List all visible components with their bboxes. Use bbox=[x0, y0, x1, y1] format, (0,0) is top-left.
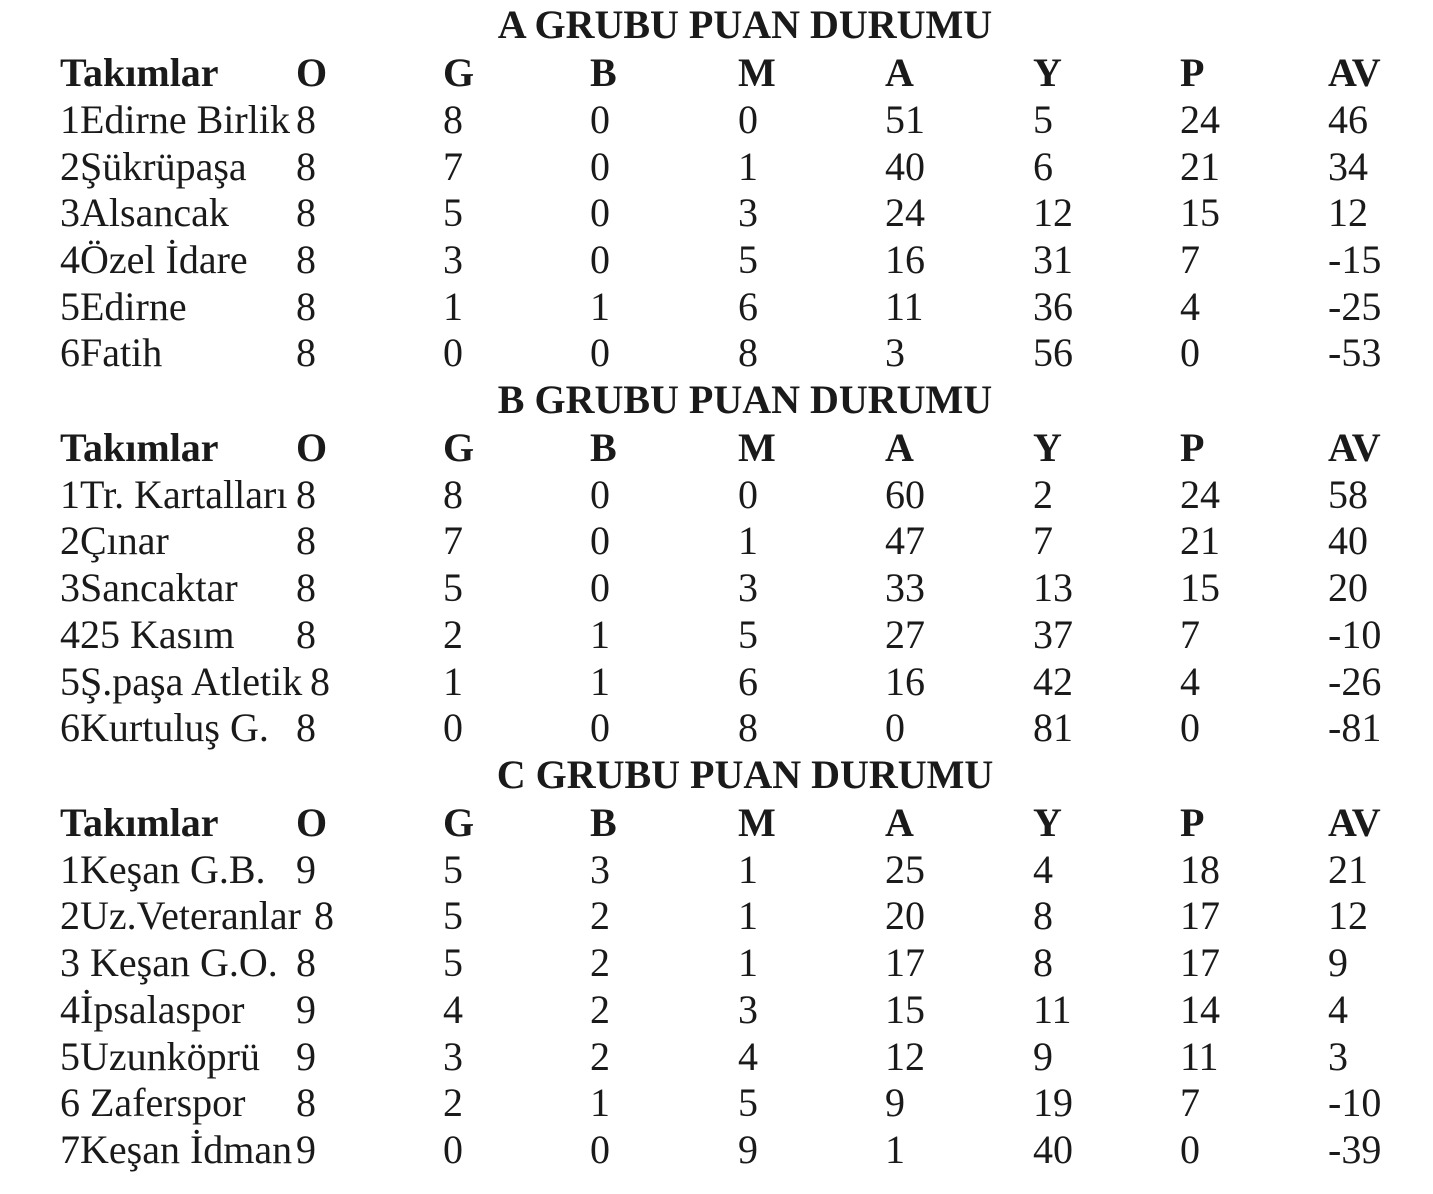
drawn: 0 bbox=[590, 237, 610, 282]
team-name: 25 Kasım bbox=[80, 612, 235, 657]
won: 5 bbox=[443, 893, 463, 938]
column-header-m: M bbox=[738, 50, 776, 95]
won: 5 bbox=[443, 940, 463, 985]
column-header-b: B bbox=[590, 50, 617, 95]
drawn: 1 bbox=[590, 612, 610, 657]
goals-for: 25 bbox=[885, 847, 925, 892]
column-header-o: O bbox=[296, 425, 328, 470]
team-cell bbox=[60, 565, 238, 611]
played: 9 bbox=[296, 987, 316, 1032]
played: 8 bbox=[296, 330, 316, 375]
won: 7 bbox=[443, 518, 463, 563]
goals-for: 24 bbox=[885, 190, 925, 235]
table-row bbox=[0, 1127, 1433, 1173]
points: 7 bbox=[1180, 612, 1200, 657]
table-row bbox=[0, 1034, 1433, 1080]
team-cell bbox=[60, 518, 169, 564]
goals-for: 15 bbox=[885, 987, 925, 1032]
column-header-o: O bbox=[296, 50, 328, 95]
goal-difference: 46 bbox=[1328, 97, 1368, 142]
goals-against: 2 bbox=[1033, 472, 1053, 517]
goals-for: 1 bbox=[885, 1127, 905, 1172]
table-row bbox=[0, 284, 1433, 330]
goals-against: 7 bbox=[1033, 518, 1053, 563]
lost: 5 bbox=[738, 1080, 758, 1125]
table-row bbox=[0, 659, 1433, 705]
played: 8 bbox=[296, 940, 316, 985]
table-row bbox=[0, 987, 1433, 1033]
column-header-g: G bbox=[443, 50, 475, 95]
team-name: Keşan İdman bbox=[80, 1127, 293, 1172]
goal-difference: -53 bbox=[1328, 330, 1382, 375]
table-row bbox=[0, 612, 1433, 658]
points: 17 bbox=[1180, 940, 1220, 985]
team-name: Uz.Veteranlar bbox=[80, 893, 301, 938]
team-name: Keşan G.O. bbox=[80, 940, 278, 985]
played: 8 bbox=[296, 472, 316, 517]
team-name: Keşan G.B. bbox=[80, 847, 266, 892]
drawn: 0 bbox=[590, 472, 610, 517]
goals-for: 12 bbox=[885, 1034, 925, 1079]
goal-difference: 21 bbox=[1328, 847, 1368, 892]
drawn: 0 bbox=[590, 1127, 610, 1172]
goals-against: 8 bbox=[1033, 940, 1053, 985]
won: 0 bbox=[443, 1127, 463, 1172]
column-header-y: Y bbox=[1033, 800, 1062, 845]
points: 15 bbox=[1180, 190, 1220, 235]
lost: 1 bbox=[738, 847, 758, 892]
rank: 2 bbox=[60, 893, 80, 938]
team-name: Tr. Kartalları bbox=[80, 472, 288, 517]
rank: 2 bbox=[60, 144, 80, 189]
goals-for: 47 bbox=[885, 518, 925, 563]
rank: 6 bbox=[60, 705, 80, 750]
team-cell bbox=[60, 1127, 292, 1173]
lost: 3 bbox=[738, 987, 758, 1032]
goal-difference: -39 bbox=[1328, 1127, 1382, 1172]
goal-difference: 12 bbox=[1328, 893, 1368, 938]
rank: 2 bbox=[60, 518, 80, 563]
points: 21 bbox=[1180, 144, 1220, 189]
goal-difference: 4 bbox=[1328, 987, 1348, 1032]
played: 8 bbox=[296, 565, 316, 610]
lost: 1 bbox=[738, 940, 758, 985]
table-row bbox=[0, 847, 1433, 893]
team-name: Kurtuluş G. bbox=[80, 705, 269, 750]
rank: 3 bbox=[60, 565, 80, 610]
won: 7 bbox=[443, 144, 463, 189]
goal-difference: 34 bbox=[1328, 144, 1368, 189]
points: 4 bbox=[1180, 284, 1200, 329]
goals-for: 9 bbox=[885, 1080, 905, 1125]
drawn: 0 bbox=[590, 518, 610, 563]
lost: 0 bbox=[738, 97, 758, 142]
won: 0 bbox=[443, 330, 463, 375]
column-header-b: B bbox=[590, 800, 617, 845]
goals-against: 12 bbox=[1033, 190, 1073, 235]
lost: 8 bbox=[738, 705, 758, 750]
lost: 6 bbox=[738, 284, 758, 329]
team-cell bbox=[60, 705, 269, 751]
played: 9 bbox=[296, 847, 316, 892]
drawn: 2 bbox=[590, 893, 610, 938]
goals-against: 19 bbox=[1033, 1080, 1073, 1125]
column-header-av: AV bbox=[1328, 425, 1381, 470]
team-cell bbox=[60, 237, 248, 283]
drawn: 2 bbox=[590, 1034, 610, 1079]
won: 3 bbox=[443, 237, 463, 282]
group-title: A GRUBU PUAN DURUMU bbox=[497, 2, 993, 47]
goal-difference: -10 bbox=[1328, 612, 1382, 657]
drawn: 0 bbox=[590, 190, 610, 235]
goals-against: 4 bbox=[1033, 847, 1053, 892]
team-cell bbox=[60, 330, 162, 376]
table-row bbox=[0, 144, 1433, 190]
team-name: Şükrüpaşa bbox=[80, 144, 247, 189]
points: 21 bbox=[1180, 518, 1220, 563]
lost: 8 bbox=[738, 330, 758, 375]
drawn: 0 bbox=[590, 97, 610, 142]
won: 5 bbox=[443, 190, 463, 235]
rank: 5 bbox=[60, 659, 80, 704]
table-row bbox=[0, 1080, 1433, 1126]
goal-difference: 12 bbox=[1328, 190, 1368, 235]
rank: 5 bbox=[60, 1034, 80, 1079]
goal-difference: 20 bbox=[1328, 565, 1368, 610]
drawn: 2 bbox=[590, 940, 610, 985]
drawn: 1 bbox=[590, 284, 610, 329]
played: 8 bbox=[296, 284, 316, 329]
points: 4 bbox=[1180, 659, 1200, 704]
lost: 1 bbox=[738, 518, 758, 563]
goals-against: 42 bbox=[1033, 659, 1073, 704]
goals-against: 81 bbox=[1033, 705, 1073, 750]
played: 8 bbox=[296, 705, 316, 750]
played: 8 bbox=[296, 190, 316, 235]
team-name: Uzunköprü bbox=[80, 1034, 260, 1079]
goals-for: 0 bbox=[885, 705, 905, 750]
rank: 4 bbox=[60, 987, 80, 1032]
goals-against: 9 bbox=[1033, 1034, 1053, 1079]
table-header-row bbox=[0, 800, 1433, 846]
column-header-team: Takımlar bbox=[60, 50, 219, 95]
rank: 1 bbox=[60, 97, 80, 142]
won: 5 bbox=[443, 565, 463, 610]
goals-for: 3 bbox=[885, 330, 905, 375]
goal-difference: 58 bbox=[1328, 472, 1368, 517]
drawn: 1 bbox=[590, 659, 610, 704]
lost: 5 bbox=[738, 237, 758, 282]
points: 7 bbox=[1180, 237, 1200, 282]
points: 17 bbox=[1180, 893, 1220, 938]
played: 8 bbox=[296, 97, 316, 142]
points: 14 bbox=[1180, 987, 1220, 1032]
won: 2 bbox=[443, 1080, 463, 1125]
table-row bbox=[0, 893, 1433, 939]
team-cell bbox=[60, 940, 278, 986]
played: 8 bbox=[314, 893, 334, 938]
column-header-a: A bbox=[885, 50, 914, 95]
table-row bbox=[0, 940, 1433, 986]
column-header-m: M bbox=[738, 425, 776, 470]
drawn: 0 bbox=[590, 565, 610, 610]
played: 8 bbox=[296, 237, 316, 282]
played: 8 bbox=[296, 1080, 316, 1125]
goals-for: 27 bbox=[885, 612, 925, 657]
points: 0 bbox=[1180, 705, 1200, 750]
team-name: Çınar bbox=[80, 518, 169, 563]
goals-for: 16 bbox=[885, 237, 925, 282]
rank: 6 bbox=[60, 1080, 80, 1125]
goal-difference: -10 bbox=[1328, 1080, 1382, 1125]
points: 18 bbox=[1180, 847, 1220, 892]
lost: 1 bbox=[738, 144, 758, 189]
points: 0 bbox=[1180, 330, 1200, 375]
team-cell bbox=[60, 612, 234, 658]
drawn: 0 bbox=[590, 330, 610, 375]
column-header-m: M bbox=[738, 800, 776, 845]
won: 8 bbox=[443, 472, 463, 517]
column-header-a: A bbox=[885, 425, 914, 470]
column-header-p: P bbox=[1180, 425, 1205, 470]
played: 9 bbox=[296, 1034, 316, 1079]
won: 8 bbox=[443, 97, 463, 142]
drawn: 3 bbox=[590, 847, 610, 892]
goals-for: 60 bbox=[885, 472, 925, 517]
table-row bbox=[0, 237, 1433, 283]
table-row bbox=[0, 565, 1433, 611]
column-header-g: G bbox=[443, 425, 475, 470]
column-header-p: P bbox=[1180, 50, 1205, 95]
team-cell bbox=[60, 659, 302, 705]
won: 1 bbox=[443, 284, 463, 329]
lost: 0 bbox=[738, 472, 758, 517]
column-header-o: O bbox=[296, 800, 328, 845]
goal-difference: -25 bbox=[1328, 284, 1382, 329]
points: 11 bbox=[1180, 1034, 1219, 1079]
goal-difference: 3 bbox=[1328, 1034, 1348, 1079]
won: 1 bbox=[443, 659, 463, 704]
team-name: Fatih bbox=[80, 330, 163, 375]
group-title: B GRUBU PUAN DURUMU bbox=[497, 377, 993, 422]
goals-for: 51 bbox=[885, 97, 925, 142]
goals-for: 17 bbox=[885, 940, 925, 985]
team-name: Zaferspor bbox=[80, 1080, 246, 1125]
rank: 1 bbox=[60, 472, 80, 517]
team-cell bbox=[60, 97, 290, 143]
rank: 5 bbox=[60, 284, 80, 329]
team-cell bbox=[60, 144, 247, 190]
goals-against: 13 bbox=[1033, 565, 1073, 610]
lost: 9 bbox=[738, 1127, 758, 1172]
team-name: Özel İdare bbox=[80, 237, 248, 282]
lost: 3 bbox=[738, 565, 758, 610]
goals-against: 6 bbox=[1033, 144, 1053, 189]
table-header-row bbox=[0, 425, 1433, 471]
column-header-p: P bbox=[1180, 800, 1205, 845]
played: 8 bbox=[296, 518, 316, 563]
rank: 4 bbox=[60, 612, 80, 657]
table-row bbox=[0, 705, 1433, 751]
goal-difference: -26 bbox=[1328, 659, 1382, 704]
team-cell bbox=[60, 893, 301, 939]
team-name: İpsalaspor bbox=[80, 987, 245, 1032]
column-header-av: AV bbox=[1328, 50, 1381, 95]
table-row bbox=[0, 518, 1433, 564]
goals-for: 33 bbox=[885, 565, 925, 610]
team-cell bbox=[60, 284, 187, 330]
played: 9 bbox=[296, 1127, 316, 1172]
goals-for: 40 bbox=[885, 144, 925, 189]
rank: 3 bbox=[60, 190, 80, 235]
team-name: Alsancak bbox=[80, 190, 229, 235]
team-cell bbox=[60, 987, 244, 1033]
goal-difference: -15 bbox=[1328, 237, 1382, 282]
goals-against: 56 bbox=[1033, 330, 1073, 375]
team-cell bbox=[60, 847, 266, 893]
table-header-row bbox=[0, 50, 1433, 96]
goals-against: 37 bbox=[1033, 612, 1073, 657]
goals-against: 8 bbox=[1033, 893, 1053, 938]
won: 3 bbox=[443, 1034, 463, 1079]
lost: 5 bbox=[738, 612, 758, 657]
goals-against: 11 bbox=[1033, 987, 1072, 1032]
points: 15 bbox=[1180, 565, 1220, 610]
goal-difference: 40 bbox=[1328, 518, 1368, 563]
rank: 6 bbox=[60, 330, 80, 375]
column-header-team: Takımlar bbox=[60, 800, 219, 845]
drawn: 0 bbox=[590, 705, 610, 750]
drawn: 1 bbox=[590, 1080, 610, 1125]
goals-for: 16 bbox=[885, 659, 925, 704]
goals-for: 20 bbox=[885, 893, 925, 938]
team-cell bbox=[60, 190, 229, 236]
column-header-a: A bbox=[885, 800, 914, 845]
goals-for: 11 bbox=[885, 284, 924, 329]
rank: 4 bbox=[60, 237, 80, 282]
played: 8 bbox=[296, 144, 316, 189]
goal-difference: 9 bbox=[1328, 940, 1348, 985]
lost: 6 bbox=[738, 659, 758, 704]
rank: 7 bbox=[60, 1127, 80, 1172]
points: 7 bbox=[1180, 1080, 1200, 1125]
table-row bbox=[0, 190, 1433, 236]
table-row bbox=[0, 97, 1433, 143]
goals-against: 5 bbox=[1033, 97, 1053, 142]
table-row bbox=[0, 472, 1433, 518]
points: 24 bbox=[1180, 97, 1220, 142]
lost: 4 bbox=[738, 1034, 758, 1079]
goals-against: 36 bbox=[1033, 284, 1073, 329]
goals-against: 31 bbox=[1033, 237, 1073, 282]
group-title: C GRUBU PUAN DURUMU bbox=[496, 752, 994, 797]
won: 5 bbox=[443, 847, 463, 892]
rank: 3 bbox=[60, 940, 80, 985]
won: 2 bbox=[443, 612, 463, 657]
column-header-team: Takımlar bbox=[60, 425, 219, 470]
points: 0 bbox=[1180, 1127, 1200, 1172]
won: 4 bbox=[443, 987, 463, 1032]
column-header-b: B bbox=[590, 425, 617, 470]
goal-difference: -81 bbox=[1328, 705, 1382, 750]
played: 8 bbox=[310, 659, 330, 704]
won: 0 bbox=[443, 705, 463, 750]
drawn: 0 bbox=[590, 144, 610, 189]
goals-against: 40 bbox=[1033, 1127, 1073, 1172]
team-cell bbox=[60, 472, 287, 518]
column-header-y: Y bbox=[1033, 425, 1062, 470]
team-name: Ş.paşa Atletik bbox=[80, 659, 303, 704]
column-header-av: AV bbox=[1328, 800, 1381, 845]
column-header-g: G bbox=[443, 800, 475, 845]
column-header-y: Y bbox=[1033, 50, 1062, 95]
lost: 1 bbox=[738, 893, 758, 938]
team-cell bbox=[60, 1034, 260, 1080]
team-name: Sancaktar bbox=[80, 565, 238, 610]
team-name: Edirne Birlik bbox=[80, 97, 290, 142]
lost: 3 bbox=[738, 190, 758, 235]
played: 8 bbox=[296, 612, 316, 657]
team-name: Edirne bbox=[80, 284, 187, 329]
drawn: 2 bbox=[590, 987, 610, 1032]
team-cell bbox=[60, 1080, 245, 1126]
rank: 1 bbox=[60, 847, 80, 892]
points: 24 bbox=[1180, 472, 1220, 517]
table-row bbox=[0, 330, 1433, 376]
